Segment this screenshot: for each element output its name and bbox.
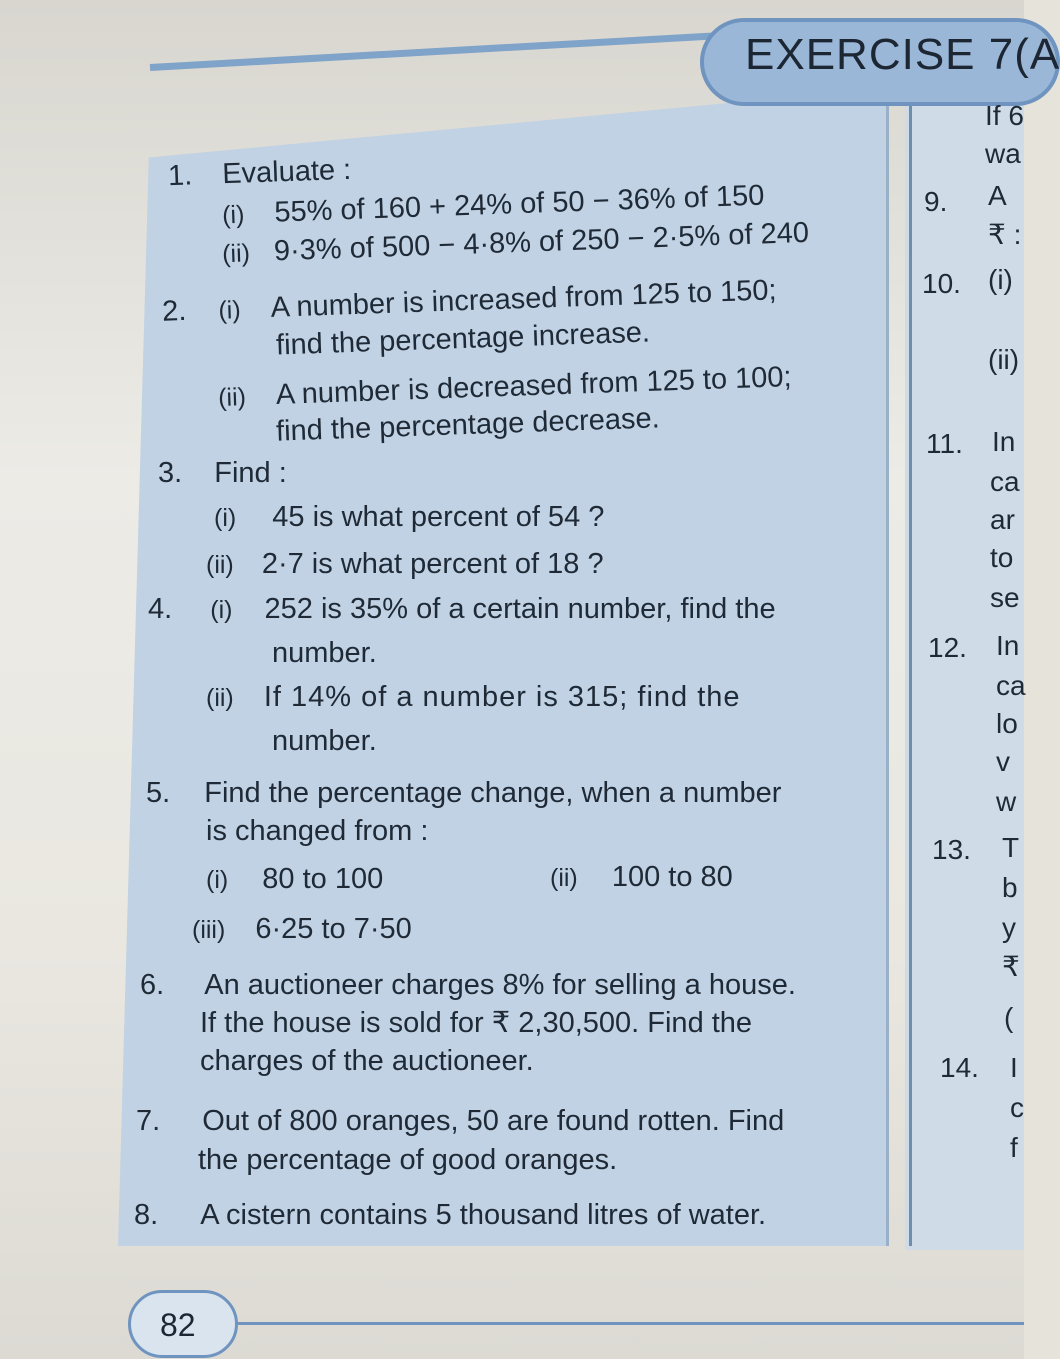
sub-label: (ii) [206,551,234,579]
sub-label: (ii) [550,864,578,892]
question-number: 1. [167,159,193,193]
question-6-cont-2 [200,1044,534,1078]
right-fragment: c [1010,1092,1024,1123]
question-3 [158,456,287,490]
question-number: 6. [140,969,165,1001]
right-fragment: y [1002,912,1016,943]
sub-text-continued: number. [272,637,377,669]
question-text: An auctioneer charges 8% for selling a house. [204,969,796,1001]
right-fragment: T [1002,832,1020,863]
question-3-i [214,500,604,535]
right-fragment: If 6 [985,100,1024,131]
question-7 [136,1104,784,1138]
question-3-ii [206,547,604,582]
right-fragment: b [1002,872,1018,903]
right-fragment: 14. [940,1052,979,1083]
right-fragment: 9. [924,186,948,217]
right-fragment: f [1010,1132,1018,1163]
sub-label: (i) [217,295,242,325]
question-text-continued: the percentage of good oranges. [198,1144,618,1176]
right-fragment: In [992,426,1016,457]
right-fragment: ca [990,466,1020,497]
question-1 [167,153,351,193]
right-fragment: w [996,786,1017,817]
question-text: A cistern contains 5 thousand litres of water. [200,1199,767,1231]
sub-text-continued: find the percentage increase. [275,316,651,362]
right-fragment: ar [990,504,1015,535]
question-number: 4. [148,593,173,625]
question-text-continued: charges of the auctioneer. [200,1045,534,1077]
question-4-i-cont [272,636,377,670]
right-fragment: 10. [922,268,961,299]
question-text: Out of 800 oranges, 50 are found rotten. Find [202,1105,785,1137]
sub-label: (i) [214,504,237,532]
sub-text: A number is decreased from 125 to 100; [275,360,793,411]
exercise-title: EXERCISE 7(A [745,30,1060,79]
right-fragment: ₹ : [988,219,1022,250]
sub-label: (i) [210,596,233,624]
question-8 [134,1198,766,1232]
right-fragment: I [1010,1052,1018,1083]
right-fragment: se [990,582,1020,613]
right-fragment: wa [985,138,1021,169]
question-4-i [148,592,776,627]
question-7-cont [198,1143,617,1177]
sub-label: (i) [221,200,245,230]
question-5-ii [550,860,733,895]
sub-text: 6·25 to 7·50 [255,913,412,945]
question-5-i [206,862,383,897]
right-fragment: 13. [932,834,971,865]
question-5 [146,776,781,810]
sub-text: 252 is 35% of a certain number, find the [264,593,776,625]
sub-label: (ii) [221,239,251,269]
right-fragment: v [996,746,1010,777]
question-4-ii-cont [272,724,377,758]
question-text-continued: is changed from : [206,815,429,847]
question-5-iii [192,912,412,947]
footer-rule [236,1322,1024,1325]
right-fragment: In [996,630,1020,661]
question-6 [140,968,796,1002]
sub-text: 9·3% of 500 − 4·8% of 250 − 2·5% of 240 [273,216,810,268]
sub-label: (ii) [206,684,234,712]
question-number: 5. [146,777,171,809]
right-fragment: ( [1004,1002,1014,1033]
sub-label: (i) [206,866,229,894]
right-fragment: (i) [988,264,1013,295]
question-text-continued: If the house is sold for ₹ 2,30,500. Find the [200,1007,753,1039]
sub-text: 100 to 80 [611,861,733,893]
right-fragment: 12. [928,632,967,663]
sub-label: (iii) [192,916,226,944]
question-text: Find the percentage change, when a number [204,777,782,809]
sub-text: If 14% of a number is 315; find the [263,681,741,713]
question-text: Find : [214,457,287,489]
right-fragment: to [990,542,1014,573]
question-number: 3. [158,457,183,489]
sub-text: 55% of 160 + 24% of 50 − 36% of 150 [273,179,765,229]
question-6-cont-1 [200,1006,752,1040]
right-fragment: A [988,180,1007,211]
question-number: 7. [136,1105,161,1137]
question-number: 2. [161,294,187,328]
sub-text: 80 to 100 [262,863,384,895]
right-fragment: lo [996,708,1018,739]
right-fragment: (ii) [988,344,1020,375]
right-fragment: ₹ [1002,951,1020,982]
sub-text-continued: find the percentage decrease. [275,402,661,448]
page-number: 82 [160,1307,196,1343]
question-text: Evaluate : [221,153,352,191]
question-4-ii [206,680,741,715]
sub-text: 45 is what percent of 54 ? [272,501,605,533]
right-fragment: 11. [926,428,963,459]
sub-label: (ii) [217,383,247,413]
sub-text: A number is increased from 125 to 150; [270,274,778,324]
sub-text: 2·7 is what percent of 18 ? [261,548,604,580]
question-5-cont [206,814,428,848]
question-number: 8. [134,1199,159,1231]
sub-text-continued: number. [272,725,377,757]
right-fragment: ca [996,670,1026,701]
